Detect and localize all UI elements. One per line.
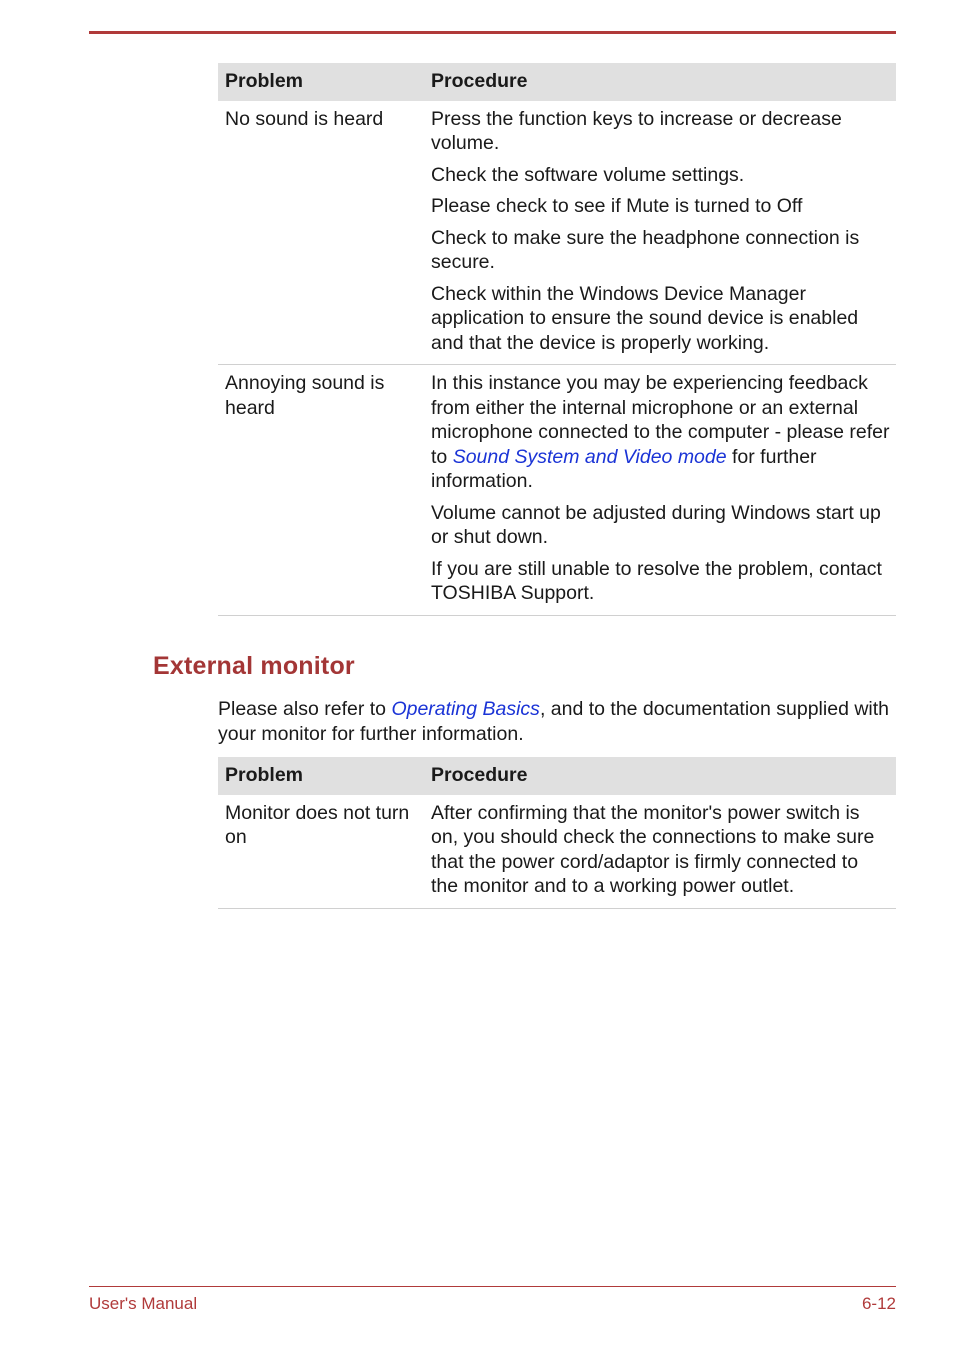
header-problem: Problem	[218, 757, 421, 795]
problem-cell: Monitor does not turn on	[218, 795, 421, 909]
procedure-step: Check within the Windows Device Manager application to ensure the sound device is enabled and that the device is properly working.	[431, 282, 859, 354]
footer-rule	[89, 1286, 896, 1287]
procedure-cell	[421, 365, 896, 616]
sound-system-link[interactable]: Sound System and Video mode	[452, 445, 727, 468]
problem-cell: No sound is heard	[218, 101, 421, 365]
procedure-step: Check to make sure the headphone connection is secure.	[431, 226, 860, 273]
table-header-row	[218, 63, 896, 101]
procedure-step: Please check to see if Mute is turned to Off	[431, 195, 803, 217]
procedure-text: In this instance you may be experiencing feedback from either the internal microphone or an external microphone connected to the computer - please refer to	[431, 372, 890, 468]
header-problem: Problem	[218, 63, 421, 101]
procedure-step	[431, 371, 890, 494]
audio-troubleshooting-table	[218, 63, 896, 616]
operating-basics-link[interactable]: Operating Basics	[391, 698, 540, 720]
footer-manual-title: User's Manual	[89, 1294, 198, 1313]
footer-page-number: 6-12	[861, 1294, 896, 1313]
intro-text: Please also refer to	[218, 698, 392, 720]
section-heading-external-monitor: External monitor	[153, 652, 355, 680]
problem-cell: Annoying sound is heard	[218, 365, 421, 616]
header-procedure: Procedure	[421, 757, 896, 795]
section-intro	[218, 697, 898, 746]
table-row	[218, 795, 896, 909]
procedure-step: Volume cannot be adjusted during Windows start up or shut down.	[431, 501, 881, 548]
procedure-step: Press the function keys to increase or decrease volume.	[431, 107, 842, 154]
procedure-cell	[421, 101, 896, 365]
procedure-cell	[421, 795, 896, 909]
header-rule	[89, 31, 896, 34]
table-row	[218, 365, 896, 616]
procedure-text: for further information.	[431, 445, 817, 492]
procedure-step: If you are still unable to resolve the problem, contact TOSHIBA Support.	[431, 557, 882, 604]
table-header-row	[218, 757, 896, 795]
monitor-troubleshooting-table	[218, 757, 896, 909]
intro-text: , and to the documentation supplied with your monitor for further information.	[218, 698, 890, 745]
procedure-step: Check the software volume settings.	[431, 163, 745, 186]
table-row	[218, 101, 896, 365]
procedure-step: After confirming that the monitor's power switch is on, you should check the connections to make sure that the power cord/adaptor is firmly connected to the monitor and to a working power outlet.	[431, 801, 875, 897]
header-procedure: Procedure	[421, 63, 896, 101]
